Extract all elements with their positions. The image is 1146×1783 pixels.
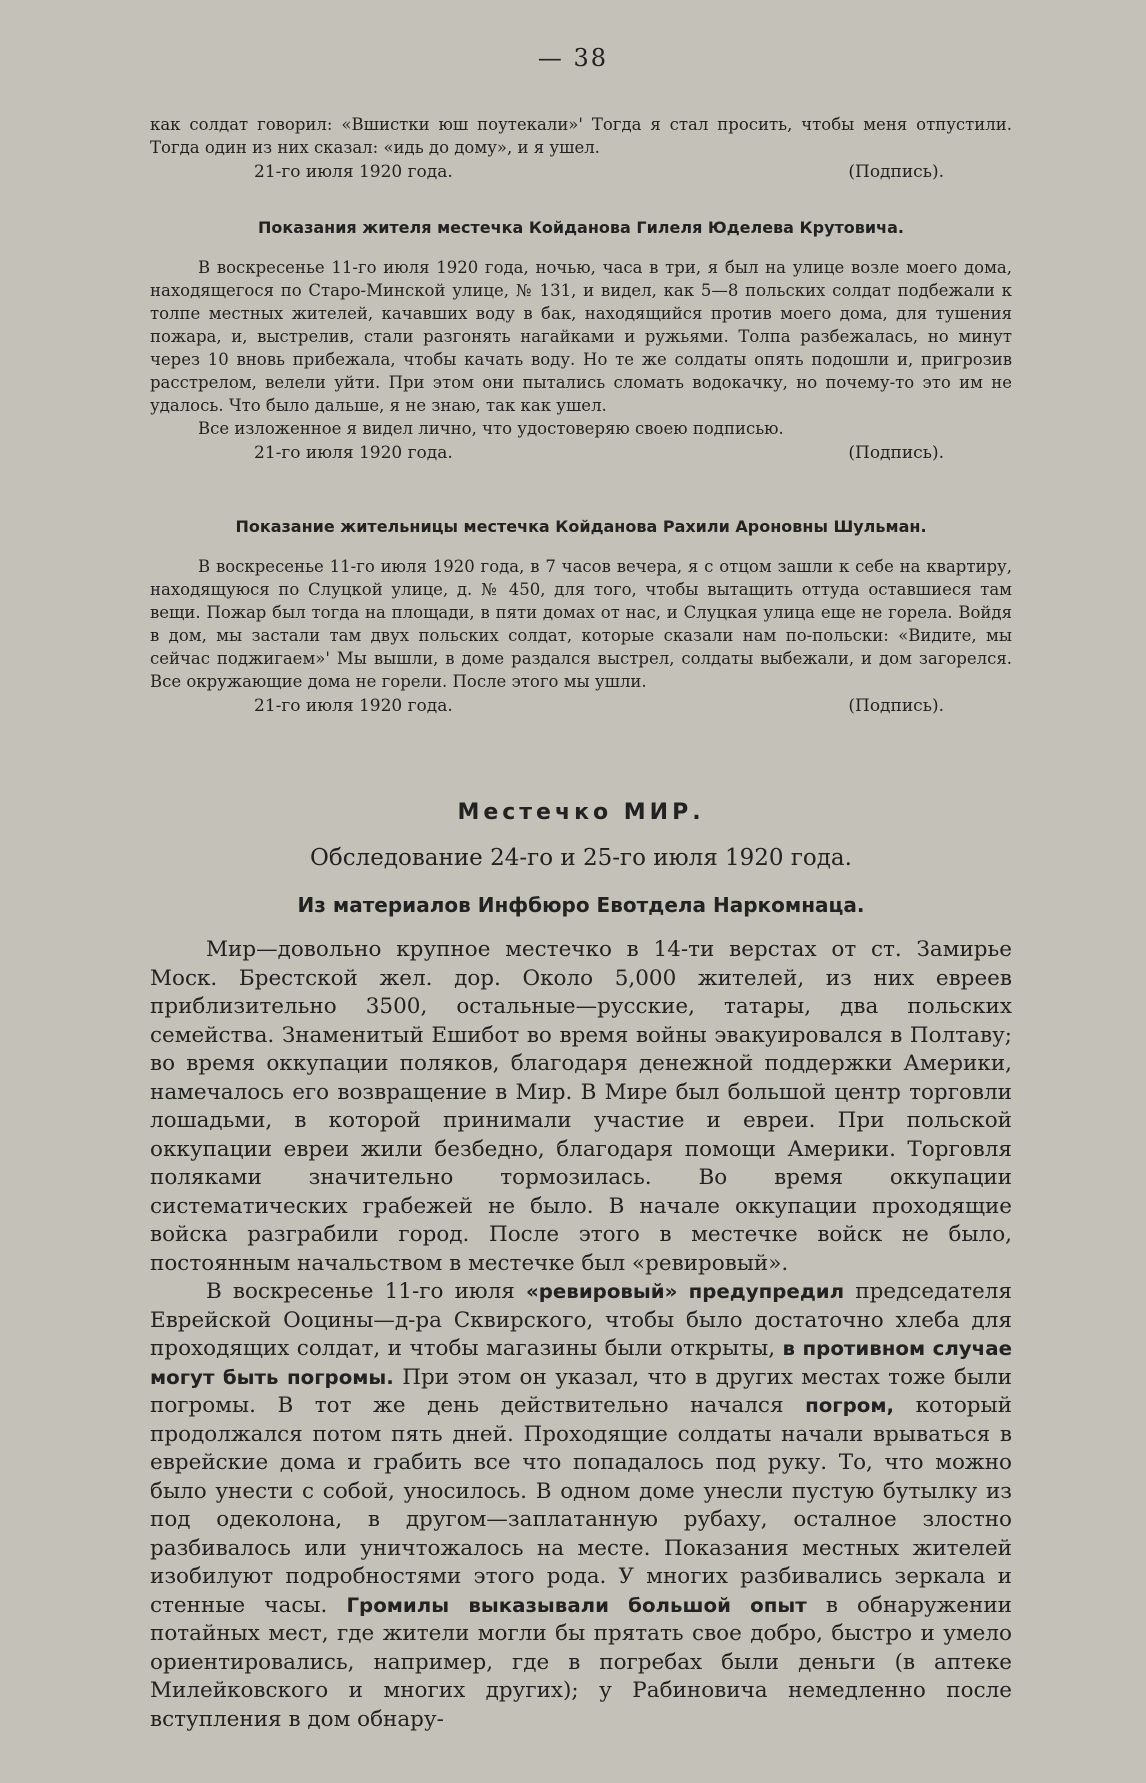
p2-text-d: При этом он указал, что в других местах тоже были погромы. В тот же день действительно начался [150,1364,1012,1418]
section-paragraph-1: Мир—довольно крупное местечко в 14-ти верстах от ст. Замирье Моск. Брестской жел. дор. Около 5,000 жителей, из них евреев приблизительно 3500, остальные—русские, татары, два польских семейства. Знаменитый Ешибот во время войны эвакуировался в Полтаву; во время оккупации поляков, благодаря денежной поддержки Америки, намечалось его возвращение в Мир. В Мире был большой центр торговли лошадьми, в которой принимали участие и евреи. При польской оккупации евреи жили безбедно, благодаря помощи Америки. Торговля поляками значительно тормозилась. Во время оккупации систематических грабежей не было. В начале оккупации проходящие войска разграбили город. После этого в местечке войск не было, постоянным начальством в местечке был «ревировый». [150,937,1012,1276]
section-title: Местечко МИР. [457,800,705,825]
intro-text: как солдат говорил: «Вшистки юш поутекали»' Тогда я стал просить, чтобы меня отпустили. Тогда один из них сказал: «идь до дому», и я ушел. [150,115,1012,157]
section-paragraph-2 [150,1278,1012,1734]
testimony2-heading: Показание жительницы местечка Койданова Рахили Ароновны Шульман. [235,517,927,536]
section-subtitle: Обследование 24-го и 25-го июля 1920 года. [310,845,852,871]
testimony1-date: 21-го июля 1920 года. [254,443,453,463]
p2-bold-2: в противном случае могут быть погромы. [150,1337,1012,1389]
section-title-wrap [150,800,1012,825]
p2-bold-4: Громилы выказывали большой опыт [346,1593,807,1617]
p2-text-e: который продолжался потом пять дней. Проходящие солдаты начали врываться в еврейские дома и грабить все что попадалось под руку. То, что можно было унести с собой, уносилось. В одном доме унесли пустую бутылку из под одеколона, в другом—заплатанную рубаху, осталное злостно разбивалось или уничтожалось на месте. Показания местных жителей изобилуют подробностями этого рода. У многих разбивались зеркала и стенные часы. [150,1393,1012,1618]
p2-bold-3: погром, [805,1394,895,1417]
testimony1-body [150,256,1012,465]
testimony2-heading-wrap [150,517,1012,536]
section-source: Из материалов Инфбюро Евотдела Наркомнаца. [297,893,865,917]
testimony2-body [150,555,1012,718]
testimony1-signature-line [150,442,1012,465]
intro-block [150,113,1012,184]
p2-text-c: председателя Еврейской Ооцины—д-ра Сквирского, чтобы было достаточно хлеба для проходящих солдат, и чтобы магазины были открыты, [150,1279,1012,1361]
testimony1-attestation: Все изложенное я видел лично, что удостоверяю своею подписью. [198,419,784,438]
p2-bold-1: «ревировый» предупредил [525,1280,845,1303]
p2-text-f: в обнаружении потайных мест, где жители могли бы прятать свое добро, быстро и умело ориентировались, например, где в погребах были деньги (в аптеке Милейковского и многих других); у Рабиновича немедленно после вступления в дом обнару- [150,1592,1012,1732]
section-source-wrap [150,893,1012,917]
testimony1-heading-wrap [150,218,1012,237]
page-number: — 38 [537,44,609,72]
section-subtitle-wrap [150,845,1012,871]
intro-signature: (Подпись). [848,162,944,182]
intro-signature-line [150,161,1012,184]
testimony1-heading: Показания жителя местечка Койданова Гилеля Юделева Крутовича. [258,218,904,237]
section-body [150,936,1012,1734]
p2-text-a: В воскресенье 11-го июля [206,1279,526,1304]
testimony2-paragraph: В воскресенье 11-го июля 1920 года, в 7 часов вечера, я с отцом зашли к себе на квартиру, находящуюся по Слуцкой улице, д. № 450, для того, чтобы вытащить оттуда оставшиеся там вещи. Пожар был тогда на площади, в пяти домах от нас, и Слуцкая улица еще не горела. Войдя в дом, мы застали там двух польских солдат, которые сказали нам по-польски: «Видите, мы сейчас поджигаем»' Мы вышли, в доме раздался выстрел, солдаты выбежали, и дом загорелся. Все окружающие дома не горели. После этого мы ушли. [150,557,1012,691]
testimony2-date: 21-го июля 1920 года. [254,696,453,716]
testimony2-signature-line [150,695,1012,718]
intro-date: 21-го июля 1920 года. [254,162,453,182]
testimony1-signature: (Подпись). [848,443,944,463]
testimony2-signature: (Подпись). [848,696,944,716]
testimony1-paragraph: В воскресенье 11-го июля 1920 года, ночью, часа в три, я был на улице возле моего дома, находящегося по Старо-Минской улице, № 131, и видел, как 5—8 польских солдат подбежали к толпе местных жителей, качавших воду в бак, находящийся против моего дома, для тушения пожара, и, выстрелив, стали разгонять нагайками и ружьями. Толпа разбежалась, но минут через 10 вновь прибежала, чтобы качать воду. Но те же солдаты опять подошли и, пригрозив расстрелом, велели уйти. При этом они пытались сломать водокачку, но почему-то это им не удалось. Что было дальше, я не знаю, так как ушел. [150,258,1012,415]
